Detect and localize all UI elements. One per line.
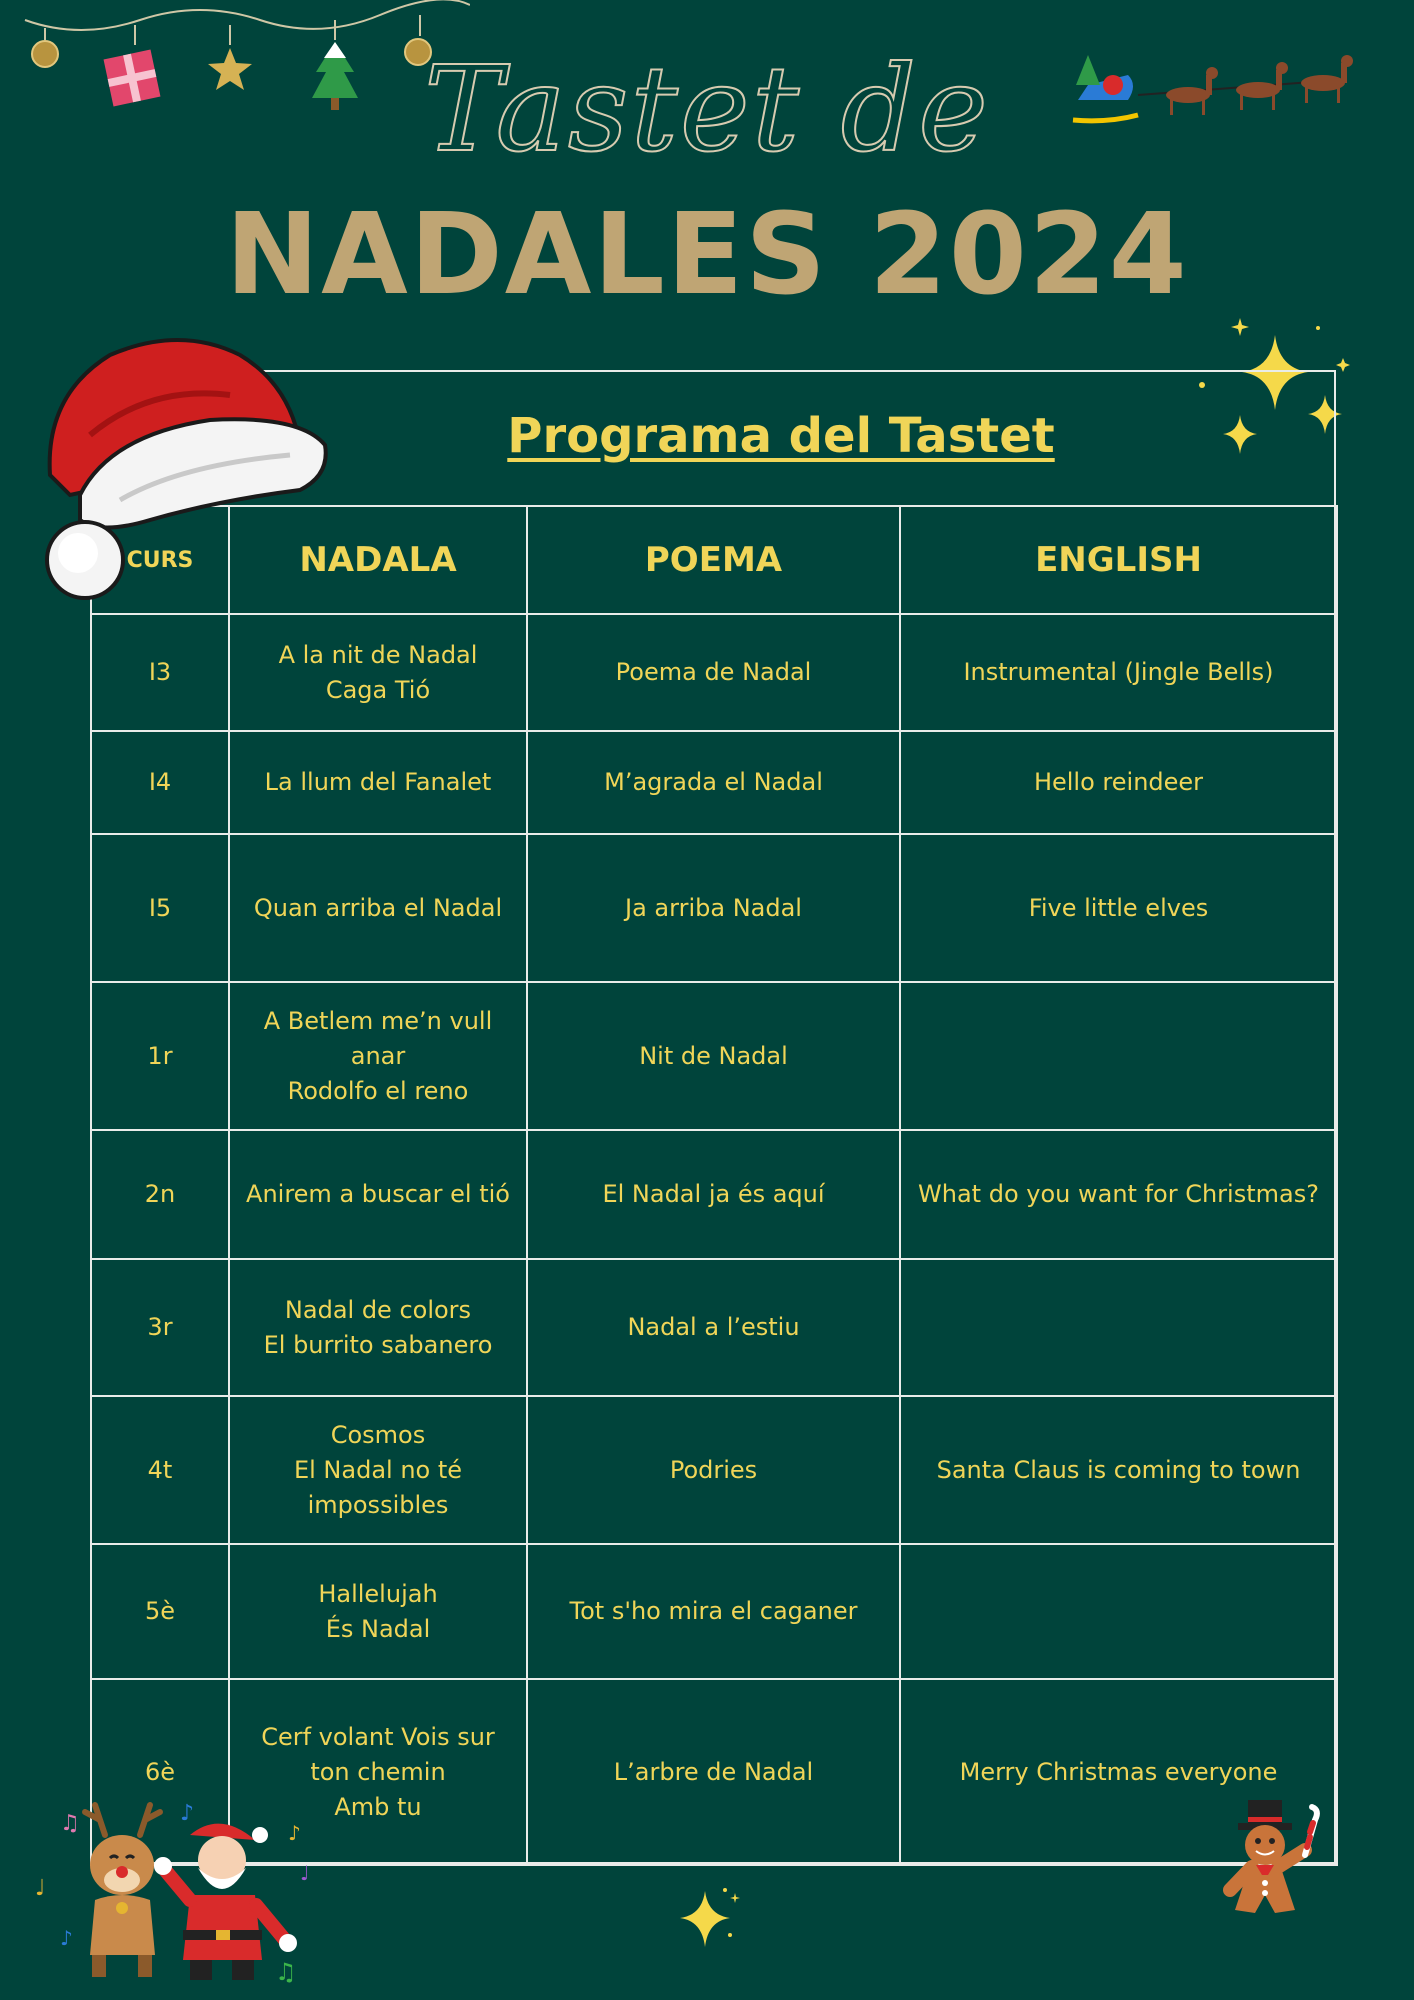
cell-nadala: Cerf volant Vois sur ton chemin Amb tu	[229, 1679, 527, 1865]
cell-nadala: Quan arriba el Nadal	[229, 834, 527, 982]
cell-poema: El Nadal ja és aquí	[527, 1130, 900, 1259]
svg-text:♫: ♫	[60, 1811, 80, 1836]
cell-curs: 6è	[91, 1679, 229, 1865]
cell-english: Merry Christmas everyone	[900, 1679, 1337, 1865]
cell-poema: L’arbre de Nadal	[527, 1679, 900, 1865]
santa-hat-icon	[30, 325, 330, 605]
program-table	[90, 505, 1338, 1866]
cell-curs: 1r	[91, 982, 229, 1130]
cell-nadala: Anirem a buscar el tió	[229, 1130, 527, 1259]
cell-english: What do you want for Christmas?	[900, 1130, 1337, 1259]
cell-english: Santa Claus is coming to town	[900, 1396, 1337, 1544]
svg-text:♫: ♫	[275, 1958, 297, 1986]
cell-poema: Tot s'ho mira el caganer	[527, 1544, 900, 1679]
table-row	[91, 1396, 1337, 1544]
sparkle-icon	[670, 1885, 750, 1955]
cell-poema: Nit de Nadal	[527, 982, 900, 1130]
table-row	[91, 731, 1337, 834]
table-row	[91, 1544, 1337, 1679]
cell-english	[900, 1259, 1337, 1396]
table-row	[91, 982, 1337, 1130]
cell-english: Instrumental (Jingle Bells)	[900, 614, 1337, 731]
column-header-poema: POEMA	[527, 506, 900, 614]
cell-curs: I5	[91, 834, 229, 982]
table-row	[91, 834, 1337, 982]
cell-english: Five little elves	[900, 834, 1337, 982]
table-row	[91, 614, 1337, 731]
cell-nadala: Nadal de colors El burrito sabanero	[229, 1259, 527, 1396]
column-header-nadala: NADALA	[229, 506, 527, 614]
svg-text:♩: ♩	[300, 1861, 310, 1885]
cell-poema: M’agrada el Nadal	[527, 731, 900, 834]
title-main: NADALES 2024	[225, 190, 1189, 320]
cell-nadala: Hallelujah És Nadal	[229, 1544, 527, 1679]
program-title: Programa del Tastet	[507, 408, 1055, 464]
cell-curs: 2n	[91, 1130, 229, 1259]
cell-nadala: A la nit de Nadal Caga Tió	[229, 614, 527, 731]
column-header-english: ENGLISH	[900, 506, 1337, 614]
cell-curs: I4	[91, 731, 229, 834]
cell-english	[900, 982, 1337, 1130]
cell-curs: 4t	[91, 1396, 229, 1544]
cell-nadala: La llum del Fanalet	[229, 731, 527, 834]
cell-curs: I3	[91, 614, 229, 731]
svg-text:♪: ♪	[180, 1801, 195, 1826]
cell-nadala: A Betlem me’n vull anar Rodolfo el reno	[229, 982, 527, 1130]
gingerbread-icon	[1220, 1795, 1330, 1925]
cell-poema: Poema de Nadal	[527, 614, 900, 731]
cell-curs: 3r	[91, 1259, 229, 1396]
reindeer-santa-icon	[30, 1790, 330, 1990]
svg-text:♪: ♪	[288, 1821, 301, 1845]
title-script: Tastet de	[424, 40, 990, 178]
svg-text:♩: ♩	[35, 1876, 46, 1901]
table-row	[91, 1130, 1337, 1259]
cell-english: Hello reindeer	[900, 731, 1337, 834]
cell-poema: Podries	[527, 1396, 900, 1544]
cell-poema: Ja arriba Nadal	[527, 834, 900, 982]
cell-english	[900, 1544, 1337, 1679]
cell-nadala: Cosmos El Nadal no té impossibles	[229, 1396, 527, 1544]
column-header-curs: CURS	[91, 506, 229, 614]
cell-curs: 5è	[91, 1544, 229, 1679]
svg-text:♪: ♪	[60, 1926, 73, 1950]
table-row	[91, 1259, 1337, 1396]
cell-poema: Nadal a l’estiu	[527, 1259, 900, 1396]
